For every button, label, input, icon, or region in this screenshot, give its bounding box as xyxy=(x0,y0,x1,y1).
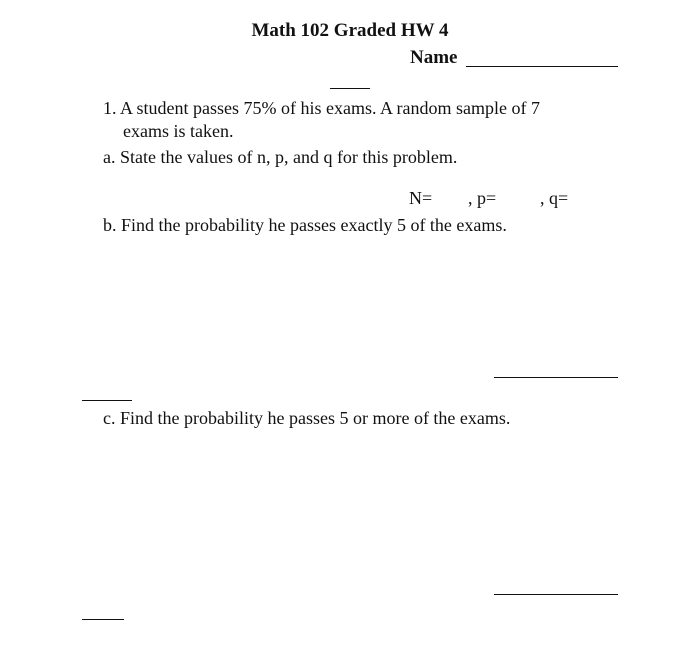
part-b-answer-line[interactable] xyxy=(494,377,618,378)
p-label: , p= xyxy=(468,188,497,208)
score-blank-line-1[interactable] xyxy=(330,88,370,89)
name-label: Name xyxy=(410,47,458,68)
score-blank-line-2[interactable] xyxy=(82,400,132,401)
page-title: Math 102 Graded HW 4 xyxy=(251,20,449,41)
part-c-question: c. Find the probability he passes 5 or more of the exams. xyxy=(103,408,511,428)
score-blank-line-3[interactable] xyxy=(82,619,124,620)
part-c-answer-line[interactable] xyxy=(494,594,618,595)
n-label: N= xyxy=(409,188,433,208)
q-label: , q= xyxy=(540,188,569,208)
problem-1-stem: 1. A student passes 75% of his exams. A random sample of 7 xyxy=(103,98,540,118)
name-blank-line[interactable] xyxy=(466,66,618,67)
problem-1-stem-continued: exams is taken. xyxy=(123,121,234,141)
npq-answer-row xyxy=(0,188,700,212)
part-b-question: b. Find the probability he passes exactly 5 of the exams. xyxy=(103,215,507,235)
part-a-question: a. State the values of n, p, and q for this problem. xyxy=(103,147,458,167)
